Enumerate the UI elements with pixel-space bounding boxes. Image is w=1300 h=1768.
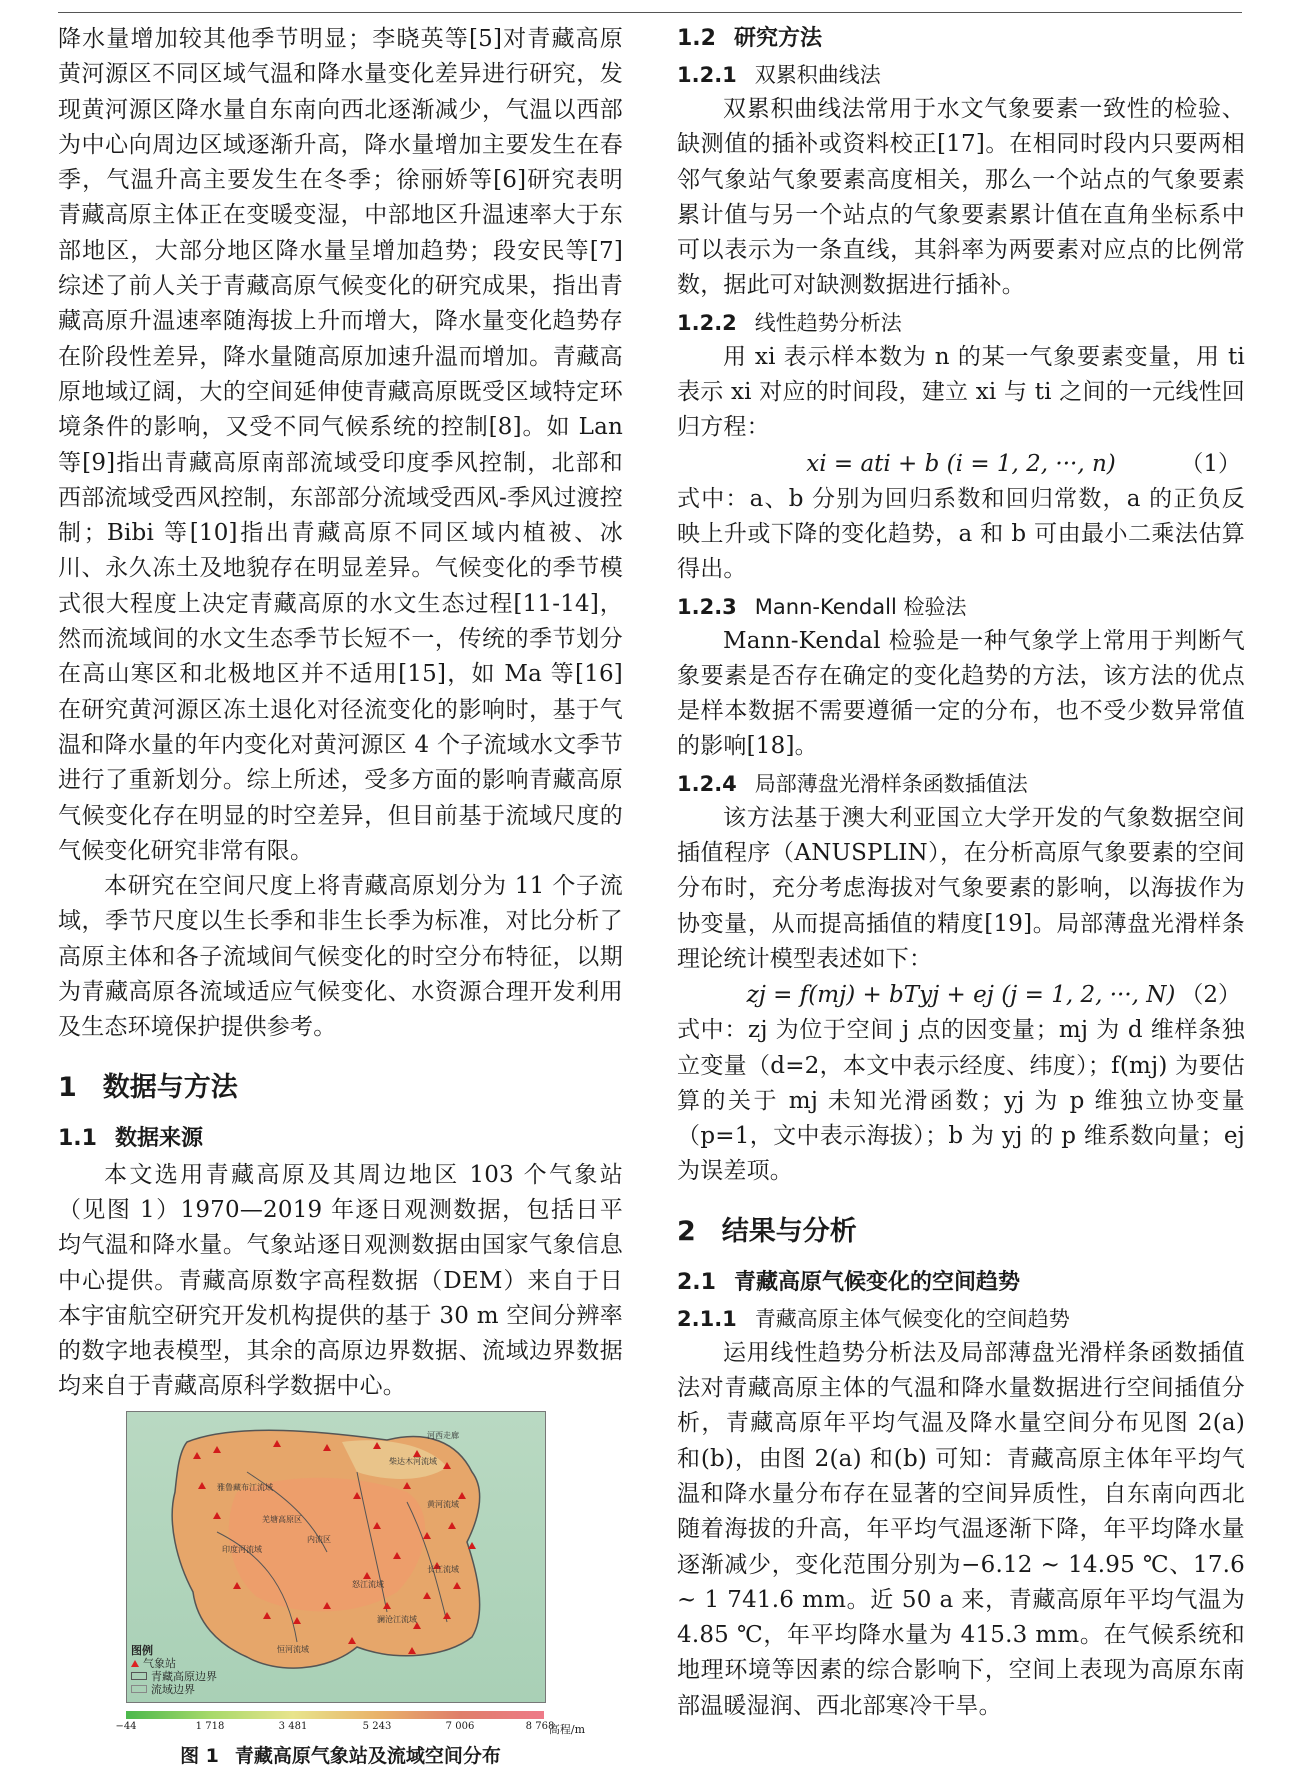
region-label: 澜沧江流域 bbox=[377, 1614, 417, 1624]
left-column bbox=[58, 22, 623, 1768]
subsection-heading: 2.1 青藏高原气候变化的空间趋势 bbox=[677, 1269, 1020, 1295]
section-heading: 1 数据与方法 bbox=[58, 1071, 238, 1103]
figure-caption: 图 1 青藏高原气象站及流域空间分布 bbox=[180, 1744, 501, 1767]
colorbar-unit: 高程/m bbox=[548, 1722, 586, 1736]
legend-title: 图例 bbox=[131, 1643, 153, 1657]
equation-2: zj = f(mj) + bTyj + ej (j = 1, 2, ···, N) （2） bbox=[677, 977, 1245, 1013]
region-label: 恒河流域 bbox=[277, 1644, 309, 1654]
body-paragraph: 本文选用青藏高原及其周边地区 103 个气象站（见图 1）1970—2019 年逐日观测数据，包括日平均气温和降水量。气象站逐日观测数据由国家气象信息中心提供。青藏高原数字高程数据（DEM）来自于日本宇宙航空研究开发机构提供的基于 30 m 空间分辨率的数字地表模型，其余的高原边界数据、流域边界数据均来自于青藏高原科学数据中心。 bbox=[58, 1161, 623, 1400]
body-paragraph: 降水量增加较其他季节明显；李晓英等[5]对青藏高原黄河源区不同区域气温和降水量变化差异进行研究，发现黄河源区降水量自东南向西北逐渐减少，气温以西部为中心向周边区域逐渐升高，降水量增加主要发生在春季，气温升高主要发生在冬季；徐丽娇等[6]研究表明青藏高原主体正在变暖变湿，中部地区升温速率大于东部地区，大部分地区降水量呈增加趋势；段安民等[7]综述了前人关于青藏高原气候变化的研究成果，指出青藏高原升温速率随海拔上升而增大，降水量变化趋势存在阶段性差异，降水量随高原加速升温而增加。青藏高原地域辽阔，大的空间延伸使青藏高原既受区域特定环境条件的影响，又受不同气候系统的控制[8]。如 Lan 等[9]指出青藏高原南部流域受印度季风控制，北部和西部流域受西风控制，东部部分流域受西风-季风过渡控制；Bibi 等[10]指出青藏高原不同区域内植被、冰川、永久冻土及地貌存在明显差异。气候变化的季节模式很大程度上决定青藏高原的水文生态过程[11-14]，然而流域间的水文生态季节长短不一，传统的季节划分在高山寒区和北极地区并不适用[15]，如 Ma 等[16]在研究黄河源区冻土退化对径流变化的影响时，基于气温和降水量的年内变化对黄河源区 4 个子流域水文季节进行了重新划分。综上所述，受多方面的影响青藏高原气候变化存在明显的时空差异，但目前基于流域尺度的气候变化研究非常有限。 bbox=[58, 26, 623, 864]
region-label: 河西走廊 bbox=[427, 1430, 459, 1440]
colorbar-tick: 7 006 bbox=[445, 1720, 475, 1732]
body-paragraph: 式中：a、b 分别为回归系数和回归常数，a 的正负反映上升或下降的变化趋势，a 和 b 可由最小二乘法估算得出。 bbox=[677, 485, 1245, 583]
region-label: 雅鲁藏布江流域 bbox=[217, 1482, 273, 1492]
colorbar-tick: 8 768 bbox=[525, 1720, 555, 1732]
section-heading: 2 结果与分析 bbox=[677, 1215, 857, 1247]
legend-item: 青藏高原边界 bbox=[131, 1670, 217, 1683]
region-label: 怒江流域 bbox=[352, 1579, 384, 1589]
region-label: 柴达木河流域 bbox=[389, 1456, 437, 1466]
subsection-heading: 1.1 数据来源 bbox=[58, 1125, 203, 1151]
equation-number: （2） bbox=[1180, 982, 1241, 1009]
elevation-colorbar bbox=[115, 1711, 586, 1736]
basin-swatch-icon bbox=[131, 1685, 147, 1693]
subsubsection-heading: 1.2.4 局部薄盘光滑样条函数插值法 bbox=[677, 771, 1028, 796]
subsubsection-heading: 1.2.2 线性趋势分析法 bbox=[677, 310, 902, 335]
subsubsection-heading: 2.1.1 青藏高原主体气候变化的空间趋势 bbox=[677, 1306, 1070, 1331]
body-paragraph: 运用线性趋势分析法及局部薄盘光滑样条函数插值法对青藏高原主体的气温和降水量数据进行空间插值分析，青藏高原年平均气温及降水量空间分布见图 2(a) 和(b)，由图 2(a) 和(b) 可知：青藏高原主体年平均气温和降水量分布存在显著的空间异质性，自东南向西北随着海拔的升高，年平均气温逐渐下降，年平均降水量逐渐减少，变化范围分别为−6.12 ~ 14.95 ℃、17.6 ~ 1 741.6 mm。近 50 a 来，青藏高原年平均气温为 4.85 ℃，年平均降水量为 415.3 mm。在气候系统和地理环境等因素的综合影响下，空间上表现为高原东南部温暖湿润、西北部寒冷干旱。 bbox=[677, 1339, 1245, 1719]
body-paragraph: 用 xi 表示样本数为 n 的某一气象要素变量，用 ti 表示 xi 对应的时间段，建立 xi 与 ti 之间的一元线性回归方程： bbox=[677, 343, 1245, 441]
colorbar-tick: 5 243 bbox=[362, 1720, 392, 1732]
region-label: 长江流域 bbox=[427, 1564, 459, 1574]
equation-1: xi = ati + b (i = 1, 2, ···, n) （1） bbox=[677, 446, 1245, 482]
colorbar-gradient bbox=[126, 1711, 544, 1719]
equation-number: （1） bbox=[1180, 450, 1241, 477]
subsection-heading: 1.2 研究方法 bbox=[677, 26, 822, 51]
station-map bbox=[126, 1411, 546, 1703]
legend-item: 气象站 bbox=[131, 1657, 217, 1670]
colorbar-tick: 1 718 bbox=[195, 1720, 225, 1732]
region-label: 印度河流域 bbox=[222, 1544, 262, 1554]
map-legend bbox=[131, 1644, 217, 1696]
subsubsection-heading: 1.2.3 Mann-Kendall 检验法 bbox=[677, 594, 967, 619]
colorbar-ticks bbox=[115, 1719, 586, 1736]
subsubsection-heading: 1.2.1 双累积曲线法 bbox=[677, 63, 881, 87]
triangle-icon bbox=[131, 1660, 139, 1667]
body-paragraph: Mann-Kendal 检验是一种气象学上常用于判断气象要素是否存在确定的变化趋势的方法，该方法的优点是样本数据不需要遵循一定的分布，也不受少数异常值的影响[18]。 bbox=[677, 627, 1245, 760]
colorbar-tick: 3 481 bbox=[278, 1720, 308, 1732]
region-label: 黄河流域 bbox=[427, 1499, 459, 1509]
legend-item: 流域边界 bbox=[131, 1683, 217, 1696]
region-label: 羌塘高原区 bbox=[262, 1514, 302, 1524]
body-paragraph: 式中：zj 为位于空间 j 点的因变量；mj 为 d 维样条独立变量（d=2，本文中表示经度、纬度）；f(mj) 为要估算的关于 mj 未知光滑函数；yj 为 p 维独立协变量（p=1，文中表示海拔）；b 为 yj 的 p 维系数向量；ej 为误差项。 bbox=[677, 1017, 1245, 1185]
body-paragraph: 双累积曲线法常用于水文气象要素一致性的检验、缺测值的插补或资料校正[17]。在相同时段内只要两相邻气象站气象要素高度相关，那么一个站点的气象要素累计值与另一个站点的气象要素累计值在直角坐标系中可以表示为一条直线，其斜率为两要素对应点的比例常数，据此可对缺测数据进行插补。 bbox=[677, 96, 1245, 299]
colorbar-tick: −44 bbox=[115, 1720, 137, 1732]
body-paragraph: 该方法基于澳大利亚国立大学开发的气象数据空间插值程序（ANUSPLIN），在分析高原气象要素的空间分布时，充分考虑海拔对气象要素的影响，以海拔作为协变量，从而提高插值的精度[19]。局部薄盘光滑样条理论统计模型表述如下： bbox=[677, 804, 1245, 972]
figure-1 bbox=[58, 1411, 623, 1768]
region-label: 内流区 bbox=[307, 1534, 331, 1544]
header-rule bbox=[58, 12, 1242, 13]
boundary-swatch-icon bbox=[131, 1672, 147, 1680]
body-paragraph: 本研究在空间尺度上将青藏高原划分为 11 个子流域，季节尺度以生长季和非生长季为标准，对比分析了高原主体和各子流域间气候变化的时空分布特征，以期为青藏高原各流域适应气候变化、水资源合理开发利用及生态环境保护提供参考。 bbox=[58, 873, 623, 1041]
right-column bbox=[677, 22, 1245, 1724]
